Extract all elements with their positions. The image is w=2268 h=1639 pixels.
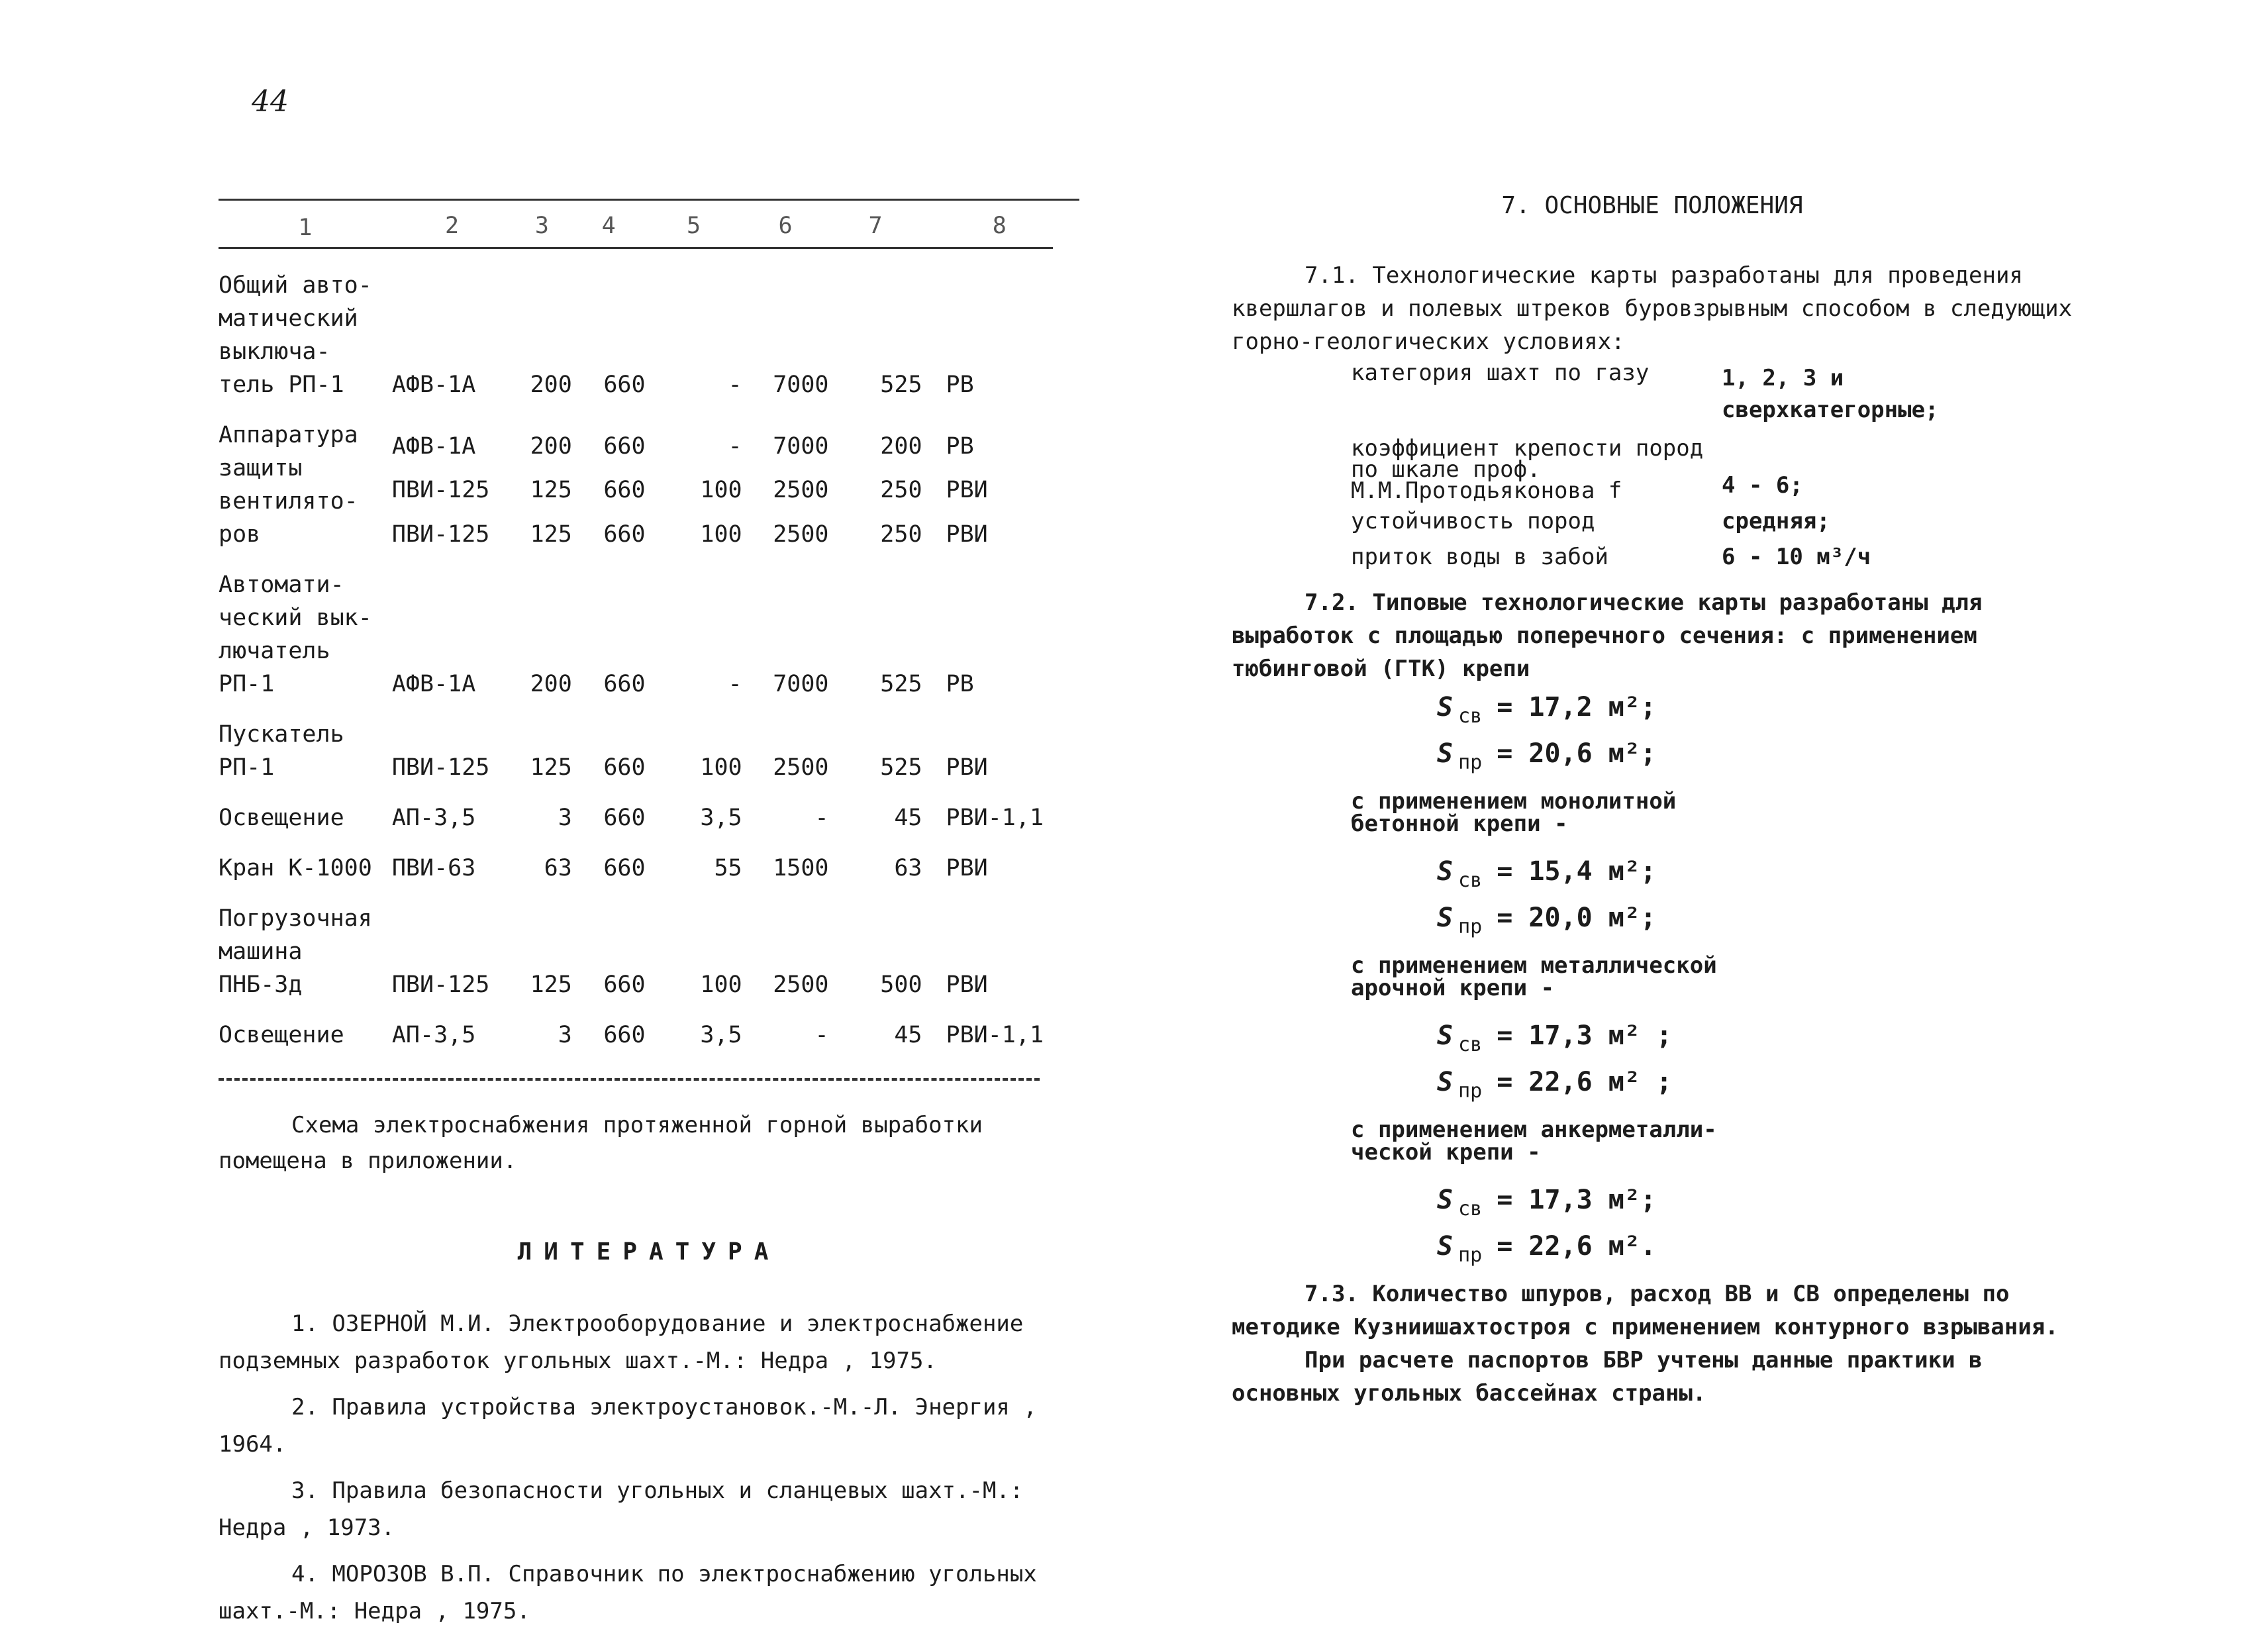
formula-group xyxy=(1232,850,2073,942)
table-cell: ПВИ-125 xyxy=(391,477,490,504)
formula-value: = 17,2 м²; xyxy=(1497,692,1657,722)
literature-item: 3. Правила безопасности угольных и сланцевых шахт.-М.: Недра , 1973. xyxy=(219,1477,1024,1541)
table-row xyxy=(219,718,1053,784)
equipment-name: Автомати- ческий вык- лючатель РП-1 xyxy=(219,571,372,697)
paragraph-7-2: 7.2. Типовые технологические карты разработаны для выработок с площадью поперечного сечения: с применением тюбинговой (ГТК) крепи xyxy=(1232,589,1983,682)
table-cell: 660 xyxy=(603,971,646,998)
condition-label: коэффициент крепости пород по шкале проф. М.М.Протодьяконова f xyxy=(1351,435,1704,504)
table-cell: АФВ-1А xyxy=(391,671,476,697)
group-spacer xyxy=(219,551,1053,568)
variant-anchor: с применением анкерметалли- ческой крепи - xyxy=(1351,1117,1717,1166)
table-cell: РВ xyxy=(946,372,974,398)
table-cell: ПВИ-63 xyxy=(391,855,476,881)
equipment-name: Освещение xyxy=(219,805,344,831)
col-header: 8 xyxy=(992,213,1007,239)
formula-symbol: S xyxy=(1437,1020,1454,1051)
condition-value: 4 - 6; xyxy=(1722,472,1803,499)
formula-symbol: S xyxy=(1437,1231,1454,1262)
table-top-rule xyxy=(219,199,1079,201)
table-cell: АП-3,5 xyxy=(391,805,476,831)
table-cell: РВИ xyxy=(946,521,988,548)
table-row xyxy=(219,419,1053,463)
table-cell: 100 xyxy=(700,754,742,781)
formula-subscript: пр xyxy=(1458,915,1483,938)
formula-subscript: пр xyxy=(1458,1244,1483,1267)
equipment-name: Пускатель РП-1 xyxy=(219,721,344,781)
formula-subscript: св xyxy=(1458,1033,1483,1056)
formula-value: = 15,4 м²; xyxy=(1497,856,1657,887)
equipment-name: Кран К-1000 xyxy=(219,855,372,881)
table-cell: 55 xyxy=(714,855,742,881)
equipment-name: Общий авто- матический выключа- тель РП-1 xyxy=(219,272,372,398)
col-header: 1 xyxy=(298,215,313,241)
variant-monolithic: с применением монолитной бетонной крепи - xyxy=(1351,788,1677,837)
formula-value: = 20,0 м²; xyxy=(1497,903,1657,933)
table-cell: РВ xyxy=(946,671,974,697)
table-cell: АФВ-1А xyxy=(391,372,476,398)
group-spacer xyxy=(219,701,1053,718)
formula-symbol: S xyxy=(1437,738,1454,769)
table-cell: 63 xyxy=(544,855,572,881)
table-cell: 250 xyxy=(880,477,922,504)
table-cell: 1500 xyxy=(773,855,829,881)
formula-value: = 20,6 м²; xyxy=(1497,738,1657,769)
condition-value: 1, 2, 3 и сверхкатегорные; xyxy=(1722,365,1939,423)
paragraph-7-1: 7.1. Технологические карты разработаны для проведения квершлагов и полевых штреков буровзрывным способом в следующих горно-геологических условиях: xyxy=(1232,262,2073,355)
table-cell: РВИ xyxy=(946,971,988,998)
col-header: 2 xyxy=(444,213,460,239)
condition-row xyxy=(1351,362,2073,426)
table-cell: ПВИ-125 xyxy=(391,971,490,998)
formula-group xyxy=(1232,685,2073,778)
table-cell: РВИ xyxy=(946,855,988,881)
paragraph-7-3-b: При расчете паспортов БВР учтены данные практики в основных угольных бассейнах страны. xyxy=(1232,1347,1983,1407)
table-cell: 660 xyxy=(603,855,646,881)
formula-line xyxy=(1437,850,2073,896)
left-page xyxy=(219,199,1079,1639)
table-cell: 2500 xyxy=(773,971,829,998)
col-header: 4 xyxy=(601,213,616,239)
literature-item: 1. ОЗЕРНОЙ М.И. Электрооборудование и электроснабжение подземных разработок угольных шахт.-М.: Недра , 1975. xyxy=(219,1311,1024,1374)
table-cell: 660 xyxy=(603,671,646,697)
table-cell: - xyxy=(728,432,742,460)
table-cell: 660 xyxy=(603,1022,646,1048)
condition-label: устойчивость пород xyxy=(1351,508,1595,534)
table-cell: 2500 xyxy=(773,754,829,781)
table-cell: АП-3,5 xyxy=(391,1022,476,1048)
table-cell: 7000 xyxy=(773,671,829,697)
paragraph-7-3: 7.3. Количество шпуров, расход ВВ и СВ определены по методике Кузниишахтостроя с применением контурного взрывания. xyxy=(1232,1281,2059,1340)
formula-line xyxy=(1437,685,2073,732)
formula-subscript: пр xyxy=(1458,1079,1483,1103)
formula-symbol: S xyxy=(1437,692,1454,722)
formula-symbol: S xyxy=(1437,1185,1454,1215)
table-body xyxy=(219,269,1053,1069)
table-header-row xyxy=(219,205,1053,248)
table-cell: 525 xyxy=(880,754,922,781)
table-cell: АФВ-1А xyxy=(391,432,476,460)
col-header: 6 xyxy=(778,213,793,239)
group-spacer xyxy=(219,885,1053,902)
group-spacer xyxy=(219,784,1053,801)
table-cell: 660 xyxy=(603,754,646,781)
table-cell: 525 xyxy=(880,671,922,697)
table-cell: РВИ xyxy=(946,754,988,781)
table-cell: 2500 xyxy=(773,521,829,548)
condition-row xyxy=(1351,501,2073,537)
table-cell: РВ xyxy=(946,432,974,460)
table-cell: 200 xyxy=(530,372,572,398)
table-cell: 250 xyxy=(880,521,922,548)
equipment-name: Аппаратура защиты вентилято- ров xyxy=(219,422,358,548)
table-cell: 2500 xyxy=(773,477,829,504)
table-cell: 125 xyxy=(530,521,572,548)
literature-title: ЛИТЕРАТУРА xyxy=(517,1238,781,1266)
section-title: 7. ОСНОВНЫЕ ПОЛОЖЕНИЯ xyxy=(1501,192,1803,219)
table-cell: 125 xyxy=(530,971,572,998)
formula-line xyxy=(1437,1060,2073,1107)
table-cell: 45 xyxy=(894,805,922,831)
col-header: 5 xyxy=(687,213,701,239)
table-bottom-rule xyxy=(219,1078,1040,1081)
table-cell: - xyxy=(728,671,742,697)
group-spacer xyxy=(219,1001,1053,1018)
table-cell: 660 xyxy=(603,432,646,460)
table-cell: - xyxy=(814,805,829,831)
condition-label: категория шахт по газу xyxy=(1351,360,1650,386)
formula-line xyxy=(1437,896,2073,942)
table-cell: 100 xyxy=(700,477,742,504)
table-cell: 3 xyxy=(558,1022,572,1048)
formula-line xyxy=(1437,1014,2073,1060)
scheme-note: Схема электроснабжения протяженной горной выработки помещена в приложении. xyxy=(219,1112,983,1174)
formula-line xyxy=(1437,1224,2073,1271)
formula-subscript: пр xyxy=(1458,751,1483,774)
table-row xyxy=(219,801,1053,834)
table-cell: 525 xyxy=(880,372,922,398)
table-cell: - xyxy=(728,372,742,398)
table-cell: 3 xyxy=(558,805,572,831)
formula-subscript: св xyxy=(1458,869,1483,892)
table-cell: 200 xyxy=(880,432,922,460)
formula-line xyxy=(1437,1178,2073,1224)
equipment-name: Освещение xyxy=(219,1022,344,1048)
equipment-table xyxy=(219,205,1053,1069)
formula-group xyxy=(1232,1178,2073,1271)
formula-value: = 22,6 м². xyxy=(1497,1231,1657,1262)
literature-item: 4. МОРОЗОВ В.П. Справочник по электроснабжению угольных шахт.-М.: Недра , 1975. xyxy=(219,1561,1037,1624)
condition-label: приток воды в забой xyxy=(1351,544,1608,570)
table-cell: 63 xyxy=(894,855,922,881)
formula-symbol: S xyxy=(1437,856,1454,887)
group-spacer xyxy=(219,1052,1053,1069)
formula-group xyxy=(1232,1014,2073,1107)
formula-value: = 22,6 м² ; xyxy=(1497,1067,1673,1097)
table-cell: 660 xyxy=(603,805,646,831)
literature-item: 2. Правила устройства электроустановок.-М.-Л. Энергия , 1964. xyxy=(219,1394,1037,1458)
formula-value: = 17,3 м²; xyxy=(1497,1185,1657,1215)
table-cell: 660 xyxy=(603,477,646,504)
table-cell: 100 xyxy=(700,521,742,548)
table-cell: 500 xyxy=(880,971,922,998)
table-row xyxy=(219,269,1053,401)
formula-symbol: S xyxy=(1437,1067,1454,1097)
table-cell: 660 xyxy=(603,372,646,398)
col-header: 3 xyxy=(534,213,549,239)
table-row xyxy=(219,902,1053,1001)
table-cell: - xyxy=(814,1022,829,1048)
page-number: 44 xyxy=(252,85,289,119)
group-spacer xyxy=(219,401,1053,419)
formula-symbol: S xyxy=(1437,903,1454,933)
table-cell: 125 xyxy=(530,754,572,781)
table-row xyxy=(219,1018,1053,1052)
condition-row xyxy=(1351,537,2073,573)
table-cell: 7000 xyxy=(773,372,829,398)
equipment-name: Погрузочная машина ПНБ-3д xyxy=(219,905,372,998)
formula-subscript: св xyxy=(1458,1197,1483,1220)
table-cell: РВИ-1,1 xyxy=(946,1022,1044,1048)
table-cell: 45 xyxy=(894,1022,922,1048)
table-cell: 125 xyxy=(530,477,572,504)
formula-subscript: св xyxy=(1458,705,1483,728)
formula-value: = 17,3 м² ; xyxy=(1497,1020,1673,1051)
condition-value: средняя; xyxy=(1722,508,1830,534)
table-cell: 3,5 xyxy=(700,1022,742,1048)
condition-value: 6 - 10 м³/ч xyxy=(1722,544,1871,570)
table-cell: ПВИ-125 xyxy=(391,754,490,781)
table-cell: 100 xyxy=(700,971,742,998)
table-cell: 7000 xyxy=(773,432,829,460)
table-cell: 3,5 xyxy=(700,805,742,831)
col-header: 7 xyxy=(868,213,883,239)
table-row xyxy=(219,852,1053,885)
table-row xyxy=(219,568,1053,701)
table-cell: РВИ-1,1 xyxy=(946,805,1044,831)
group-spacer xyxy=(219,834,1053,852)
condition-row xyxy=(1351,426,2073,501)
table-cell: 200 xyxy=(530,432,572,460)
variant-metal-arch: с применением металлической арочной крепи - xyxy=(1351,952,1717,1001)
formula-line xyxy=(1437,732,2073,778)
table-cell: РВИ xyxy=(946,477,988,504)
table-cell: 200 xyxy=(530,671,572,697)
right-page xyxy=(1232,192,2073,1410)
conditions-table xyxy=(1351,362,2073,573)
table-cell: 660 xyxy=(603,521,646,548)
table-cell: ПВИ-125 xyxy=(391,521,490,548)
